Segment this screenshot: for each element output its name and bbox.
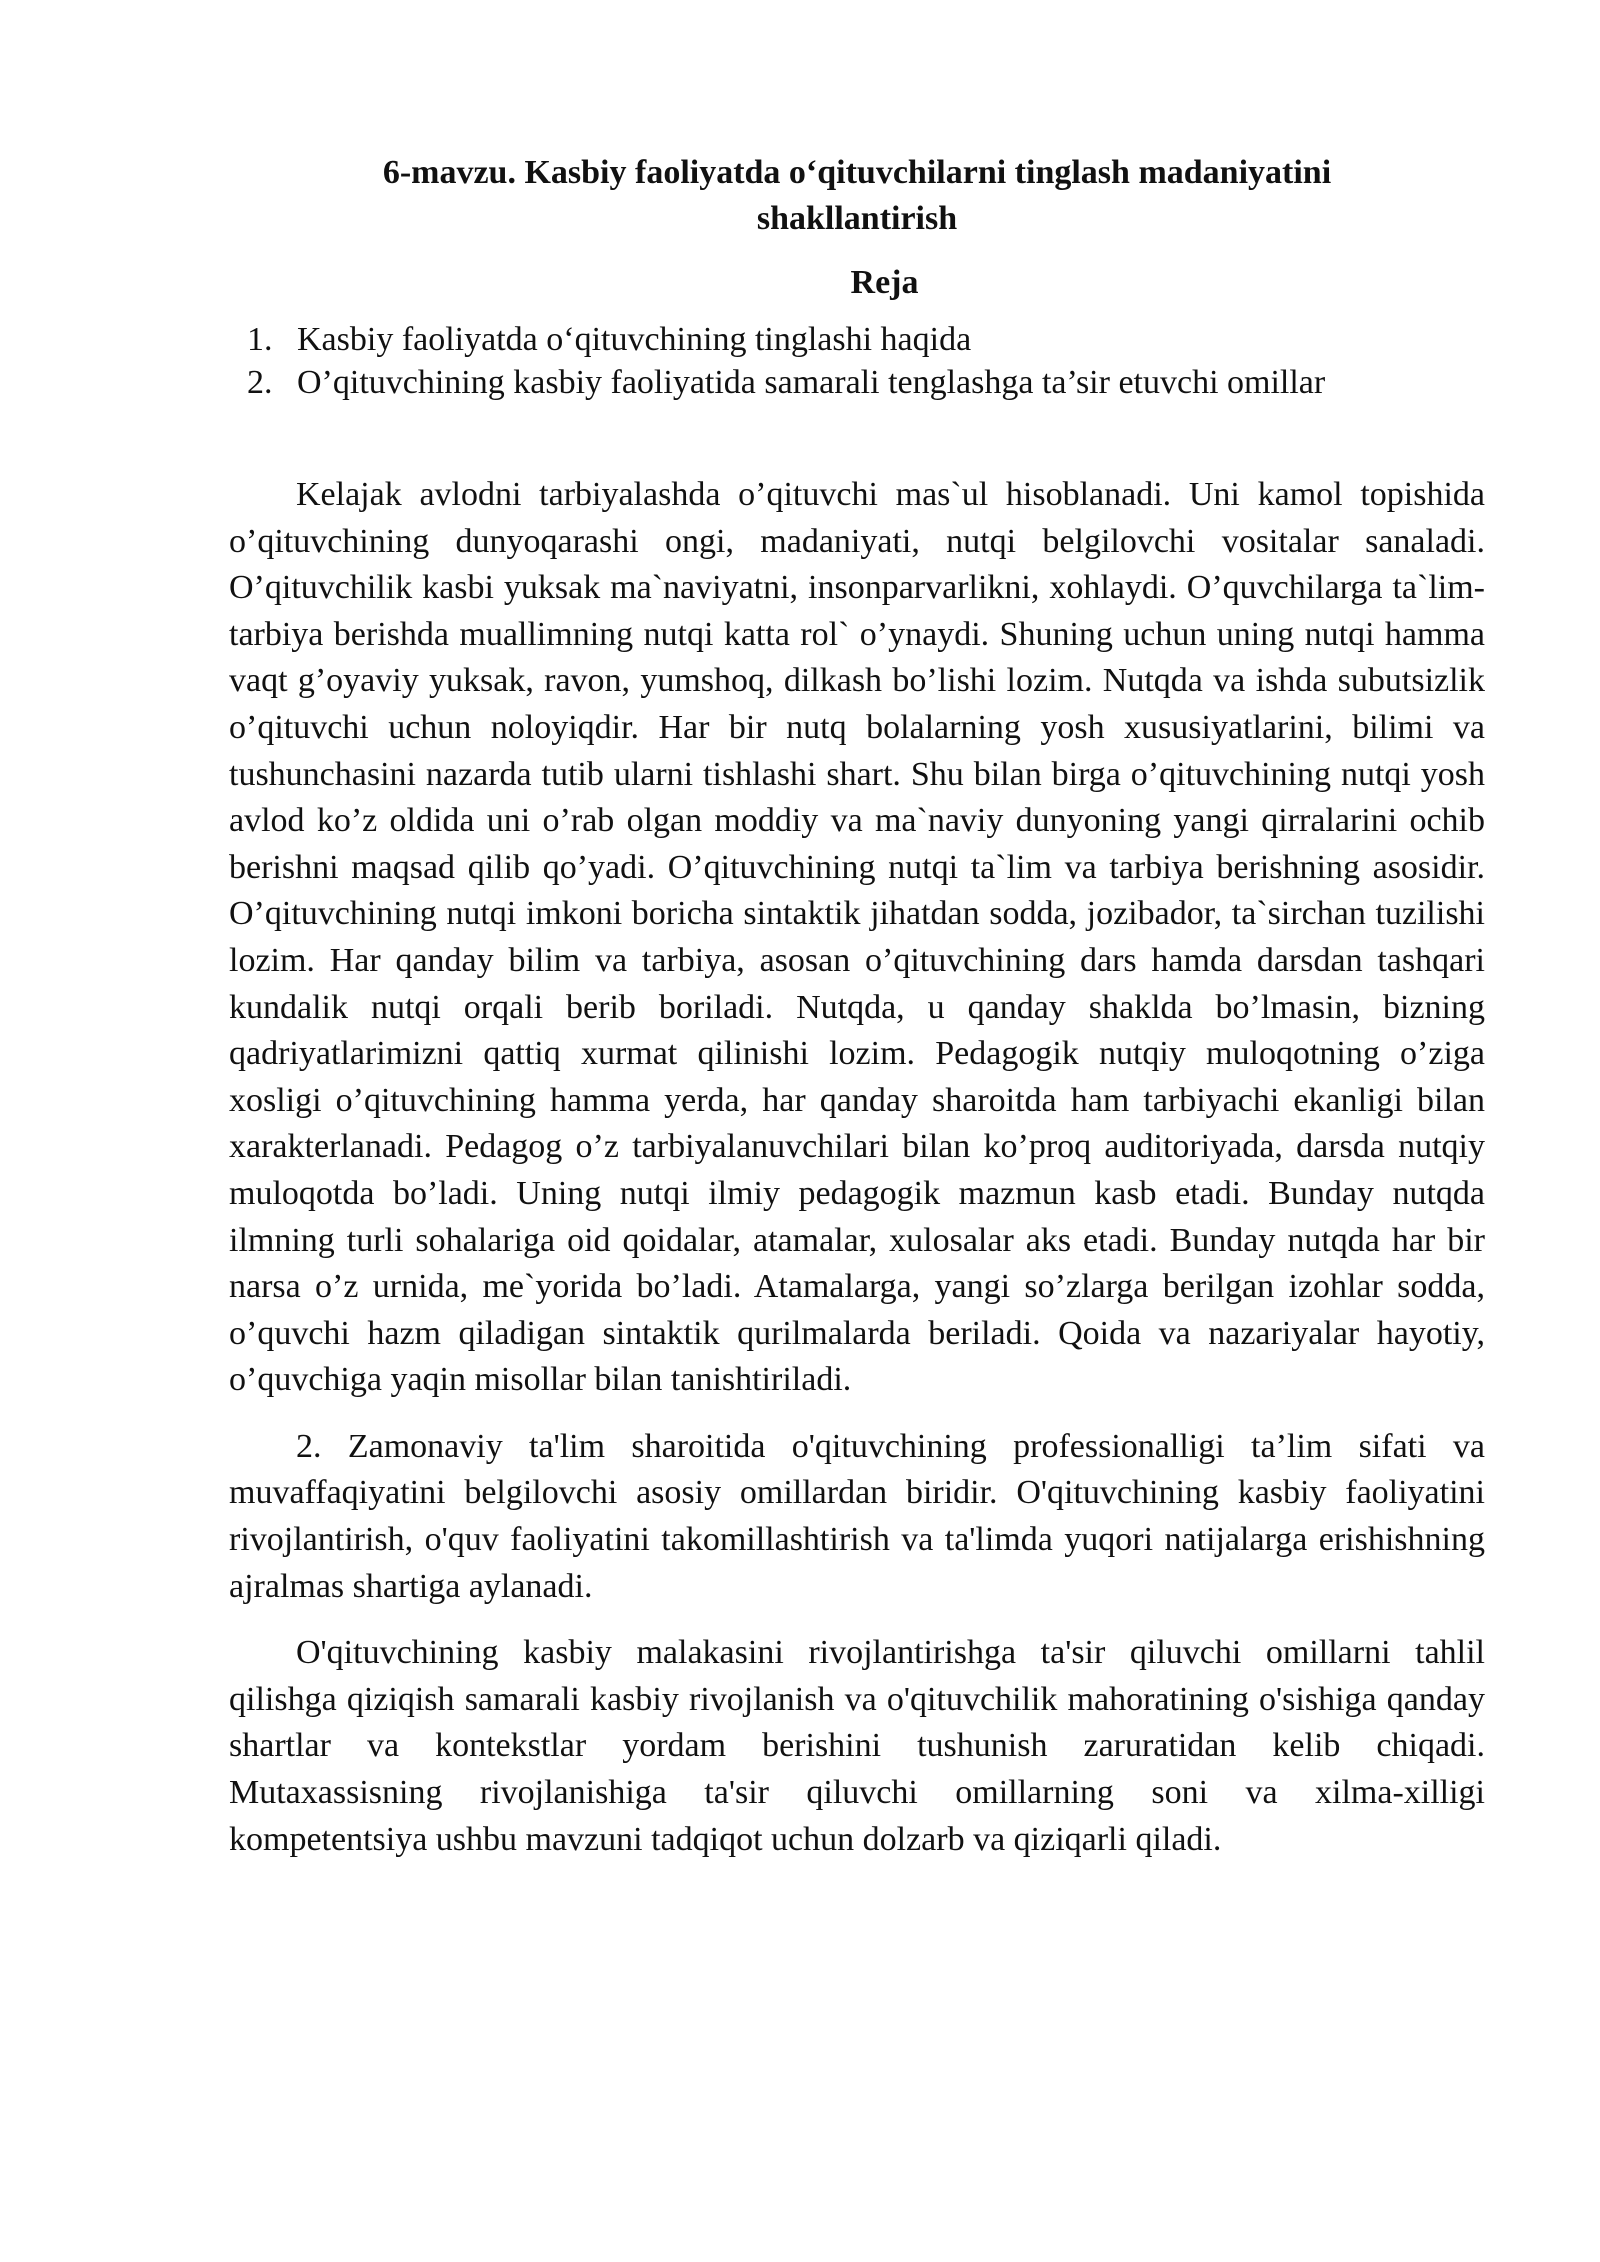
plan-item-number: 1. — [247, 321, 273, 358]
plan-item — [229, 318, 1485, 361]
document-page — [229, 150, 1485, 1863]
plan-item-text: Kasbiy faoliyatda o‘qituvchining tinglashi haqida — [297, 321, 972, 358]
plan-item-number: 2. — [247, 364, 273, 401]
plan-item — [229, 361, 1485, 404]
plan-item-text: O’qituvchining kasbiy faoliyatida samarali tenglashga ta’sir etuvchi omillar — [297, 364, 1326, 401]
body-paragraph: O'qituvchining kasbiy malakasini rivojlantirishga ta'sir qiluvchi omillarni tahlil qilishga qiziqish samarali kasbiy rivojlanish va o'qituvchilik mahoratining o'sishiga qanday shartlar va kontekstlar yordam berishini tushunish zaruratidan kelib chiqadi. Mutaxassisning rivojlanishiga ta'sir qiluvchi omillarning soni va xilma-xilligi kompetentsiya ushbu mavzuni tadqiqot uchun dolzarb va qiziqarli qiladi. — [229, 1634, 1485, 1858]
plan-heading: Reja — [850, 264, 919, 301]
document-title: 6-mavzu. Kasbiy faoliyatda o‘qituvchilarni tinglash madaniyatini shakllantirish — [382, 154, 1332, 237]
plan-list — [229, 318, 1485, 404]
body-paragraph: 2. Zamonaviy ta'lim sharoitida o'qituvchining professionalligi ta’lim sifati va muvaffaqiyatini belgilovchi asosiy omillardan biridir. O'qituvchining kasbiy faoliyatini rivojlantirish, o'quv faoliyatini takomillashtirish va ta'limda yuqori natijalarga erishishning ajralmas shartiga aylanadi. — [229, 1427, 1485, 1605]
body-paragraph: Kelajak avlodni tarbiyalashda o’qituvchi mas`ul hisoblanadi. Uni kamol topishida o’qituvchining dunyoqarashi ongi, madaniyati, nutqi belgilovchi vositalar sanaladi. O’qituvchilik kasbi yuksak ma`naviyatni, insonparvarlikni, xohlaydi. O’quvchilarga ta`lim-tarbiya berishda muallimning nutqi katta rol` o’ynaydi. Shuning uchun uning nutqi hamma vaqt g’oyaviy yuksak, ravon, yumshoq, dilkash bo’lishi lozim. Nutqda va ishda subutsizlik o’qituvchi uchun noloyiqdir. Har bir nutq bolalarning yosh xususiyatlarini, bilimi va tushunchasini nazarda tutib ularni tishlashi shart. Shu bilan birga o’qituvchining nutqi yosh avlod ko’z oldida uni o’rab olgan moddiy va ma`naviy dunyoning yangi qirralarini ochib berishni maqsad qilib qo’yadi. O’qituvchining nutqi ta`lim va tarbiya berishning asosidir. O’qituvchining nutqi imkoni boricha sintaktik jihatdan sodda, jozibador, ta`sirchan tuzilishi lozim. Har qanday bilim va tarbiya, asosan o’qituvchining dars hamda darsdan tashqari kundalik nutqi orqali berib boriladi. Nutqda, u qanday shaklda bo’lmasin, bizning qadriyatlarimizni qattiq xurmat qilinishi lozim. Pedagogik nutqiy muloqotning o’ziga xosligi o’qituvchining hamma yerda, har qanday sharoitda ham tarbiyachi ekanligi bilan xarakterlanadi. Pedagog o’z tarbiyalanuvchilari bilan ko’proq auditoriyada, darsda nutqiy muloqotda bo’ladi. Uning nutqi ilmiy pedagogik mazmun kasb etadi. Bunday nutqda ilmning turli sohalariga oid qoidalar, atamalar, xulosalar aks etadi. Bunday nutqda har bir narsa o’z urnida, me`yorida bo’ladi. Atamalarga, yangi so’zlarga berilgan izohlar sodda, o’quvchi hazm qiladigan sintaktik qurilmalarda beriladi. Qoida va nazariyalar hayotiy, o’quvchiga yaqin misollar bilan tanishtiriladi. — [229, 476, 1485, 1399]
